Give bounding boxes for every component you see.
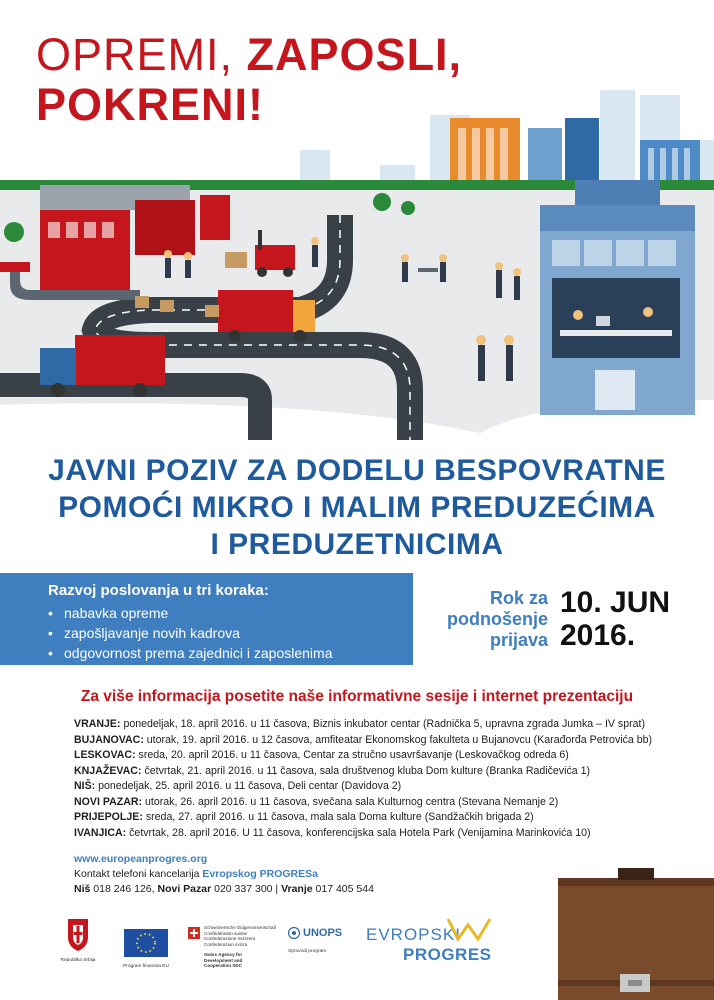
swiss-agency: Swiss Agency for Development and Cooperation SDC bbox=[204, 952, 243, 968]
unops-mark bbox=[288, 927, 358, 939]
session-row bbox=[74, 748, 694, 764]
session-city: NIŠ: bbox=[74, 780, 96, 792]
steps-box bbox=[0, 573, 413, 665]
session-city: KNJAŽEVAC: bbox=[74, 764, 142, 777]
briefcase-illustration bbox=[558, 868, 714, 1000]
swiss-cross-icon bbox=[188, 927, 200, 939]
heading-line-3: I PREDUZETNICIMA bbox=[210, 528, 504, 561]
contact-block bbox=[74, 852, 494, 897]
step-item: • zapošljavanje novih kadrova bbox=[48, 625, 240, 641]
session-row bbox=[74, 795, 694, 811]
sessions-list bbox=[74, 717, 694, 841]
phone-number: 020 337 300 | bbox=[211, 883, 282, 895]
swiss-text bbox=[204, 925, 278, 969]
step-item: • odgovornost prema zajednici i zaposlenima bbox=[48, 645, 333, 661]
eu-caption: Program finansira EU bbox=[123, 964, 169, 969]
deadline-date-line: 10. JUN bbox=[560, 586, 671, 619]
title-word-zaposli: ZAPOSLI, bbox=[246, 29, 463, 80]
unops-logo bbox=[288, 927, 358, 955]
step-item-label: zapošljavanje novih kadrova bbox=[64, 625, 240, 641]
session-city: PRIJEPOLJE: bbox=[74, 811, 143, 823]
deadline-date bbox=[560, 586, 710, 652]
contact-label-text: Kontakt telefoni kancelarija bbox=[74, 868, 203, 880]
contact-phones bbox=[74, 882, 494, 897]
steps-list bbox=[48, 603, 413, 663]
session-row bbox=[74, 779, 694, 795]
session-row bbox=[74, 826, 694, 842]
serbia-caption: Republika Srbija bbox=[60, 958, 96, 963]
step-item-label: nabavka opreme bbox=[64, 605, 169, 621]
unops-caption: Sprovodi program bbox=[288, 949, 327, 954]
evropski-progres-logo bbox=[366, 925, 496, 970]
swiss-line: Confederaziun svizra bbox=[204, 941, 248, 947]
deadline-date-line: 2016. bbox=[560, 619, 636, 652]
un-emblem-icon bbox=[288, 927, 300, 939]
phone-city: Niš bbox=[74, 883, 91, 895]
deadline-label-line: podnošenje bbox=[446, 609, 548, 629]
title-word-pokreni: POKRENI! bbox=[36, 79, 265, 130]
step-item: • nabavka opreme bbox=[48, 605, 169, 621]
session-city: IVANJICA: bbox=[74, 826, 127, 839]
session-city: BUJANOVAC: bbox=[74, 733, 144, 746]
deadline-label-line: Rok za bbox=[489, 588, 548, 608]
title-word-oprem: OPREMI, bbox=[36, 29, 234, 80]
session-details: utorak, 26. april 2016. u 11 časova, svečana sala Kulturnog centra (Stevana Nemanje 2) bbox=[142, 795, 559, 808]
office-door bbox=[595, 370, 635, 410]
unops-name: UNOPS bbox=[303, 927, 343, 939]
step-item-label: odgovornost prema zajednici i zaposlenima bbox=[64, 645, 333, 661]
phone-number: 017 405 544 bbox=[312, 883, 374, 895]
heading-line-1: JAVNI POZIV ZA DODELU BESPOVRATNE bbox=[48, 454, 666, 487]
session-row bbox=[74, 733, 694, 749]
phone-number: 018 246 126, bbox=[90, 883, 158, 895]
session-details: ponedeljak, 25. april 2016. u 11 časova, Deli centar (Davidova 2) bbox=[95, 780, 402, 792]
session-details: četvrtak, 21. april 2016. u 11 časova, sala društvenog kluba Dom kulture (Branka Radičevića 1) bbox=[141, 764, 591, 777]
city-illustration bbox=[0, 60, 714, 440]
call-heading bbox=[0, 452, 714, 563]
phone-city: Vranje bbox=[281, 883, 313, 895]
progres-mark-icon bbox=[444, 917, 494, 943]
ep-line-2: PROGRES bbox=[403, 945, 492, 964]
contact-brand: Evropskog PROGRESa bbox=[202, 868, 318, 880]
session-city: LESKOVAC: bbox=[74, 749, 136, 761]
session-details: ponedeljak, 18. april 2016. u 11 časova, Biznis inkubator centar (Radnička 5, upravna zgrada Jumka – IV sprat) bbox=[120, 718, 646, 730]
session-details: četvrtak, 28. april 2016. U 11 časova, konferencijska sala Hotela Park (Venijamina Marinkovića 10) bbox=[126, 826, 591, 839]
deadline-label-line: prijava bbox=[489, 630, 548, 650]
contact-phones-label bbox=[74, 867, 494, 882]
heading-line-2: POMOĆI MIKRO I MALIM PREDUZEĆIMA bbox=[58, 491, 656, 524]
info-sessions-title: Za više informacija posetite naše informativne sesije i internet prezentaciju bbox=[80, 688, 634, 705]
swiss-line: Confederazione Svizzera bbox=[204, 936, 256, 941]
session-row bbox=[74, 810, 694, 826]
swiss-line: Schweizerische Eidgenossenschaft bbox=[204, 925, 277, 930]
swiss-logo bbox=[188, 925, 278, 969]
eu-flag-icon bbox=[120, 929, 172, 959]
session-row bbox=[74, 717, 694, 733]
website-link[interactable]: www.europeanprogres.org bbox=[74, 853, 208, 865]
phone-city: Novi Pazar bbox=[157, 883, 212, 895]
serbia-logo bbox=[58, 915, 98, 964]
serbia-coat-of-arms-icon bbox=[58, 915, 98, 953]
deadline-label bbox=[430, 588, 548, 651]
eu-logo bbox=[120, 929, 172, 970]
swiss-line: Confédération suisse bbox=[204, 930, 248, 936]
session-city: NOVI PAZAR: bbox=[74, 795, 143, 808]
steps-title: Razvoj poslovanja u tri koraka: bbox=[48, 582, 269, 599]
session-details: utorak, 19. april 2016. u 12 časova, amfiteatar Ekonomskog fakulteta u Bujanovcu (Karađorđa Petrovića bb) bbox=[143, 733, 653, 746]
session-details: sreda, 20. april 2016. u 11 časova, Centar za stručno usavršavanje (Leskovačkog odreda 6) bbox=[135, 749, 569, 761]
office-window-lit bbox=[552, 278, 680, 358]
ep-line-1: EVROPSKI bbox=[366, 925, 461, 944]
session-details: sreda, 27. april 2016. u 11 časova, mala sala Doma kulture (Sandžačkih brigada 2) bbox=[142, 811, 534, 823]
session-city: VRANJE: bbox=[74, 718, 121, 730]
session-row bbox=[74, 764, 694, 780]
